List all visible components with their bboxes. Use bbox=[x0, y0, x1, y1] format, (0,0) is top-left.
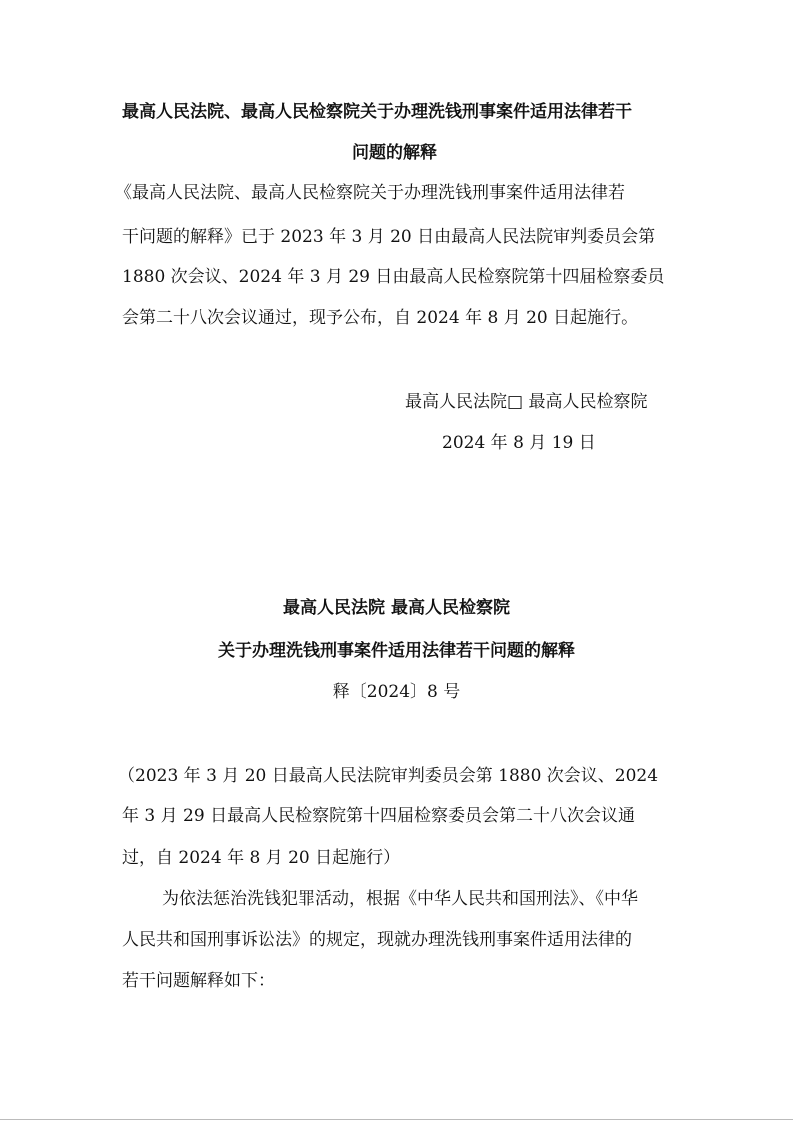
notice-body-line-1: 《最高人民法院、最高人民检察院关于办理洗钱刑事案件适用法律若 bbox=[115, 183, 625, 203]
notice-title-line-1: 最高人民法院、最高人民检察院关于办理洗钱刑事案件适用法律若干 bbox=[122, 102, 632, 122]
adoption-line-1: （2023 年 3 月 20 日最高人民法院审判委员会第 1880 次会议、2024 bbox=[118, 766, 659, 786]
notice-signatories: 最高人民法院□ 最高人民检察院 bbox=[405, 392, 648, 412]
document-number: 释〔2024〕8 号 bbox=[332, 682, 461, 702]
preamble-line-2: 人民共和国刑事诉讼法》的规定，现就办理洗钱刑事案件适用法律的 bbox=[122, 930, 632, 950]
preamble-line-1: 为依法惩治洗钱犯罪活动，根据《中华人民共和国刑法》、《中华 bbox=[162, 889, 638, 909]
preamble-line-3: 若干问题解释如下： bbox=[122, 971, 275, 991]
notice-date: 2024 年 8 月 19 日 bbox=[442, 433, 596, 453]
page-bottom-rule bbox=[0, 1119, 793, 1120]
notice-body-line-2: 干问题的解释》已于 2023 年 3 月 20 日由最高人民法院审判委员会第 bbox=[122, 227, 656, 247]
adoption-line-3: 过，自 2024 年 8 月 20 日起施行） bbox=[122, 848, 401, 868]
notice-body-line-3: 1880 次会议、2024 年 3 月 29 日由最高人民检察院第十四届检察委员 bbox=[122, 267, 665, 287]
interpretation-heading-line-1: 最高人民法院 最高人民检察院 bbox=[283, 598, 510, 618]
interpretation-heading-line-2: 关于办理洗钱刑事案件适用法律若干问题的解释 bbox=[218, 641, 575, 661]
notice-body-line-4: 会第二十八次会议通过，现予公布，自 2024 年 8 月 20 日起施行。 bbox=[122, 308, 639, 328]
notice-title-line-2: 问题的解释 bbox=[352, 143, 437, 163]
adoption-line-2: 年 3 月 29 日最高人民检察院第十四届检察委员会第二十八次会议通 bbox=[122, 806, 636, 826]
